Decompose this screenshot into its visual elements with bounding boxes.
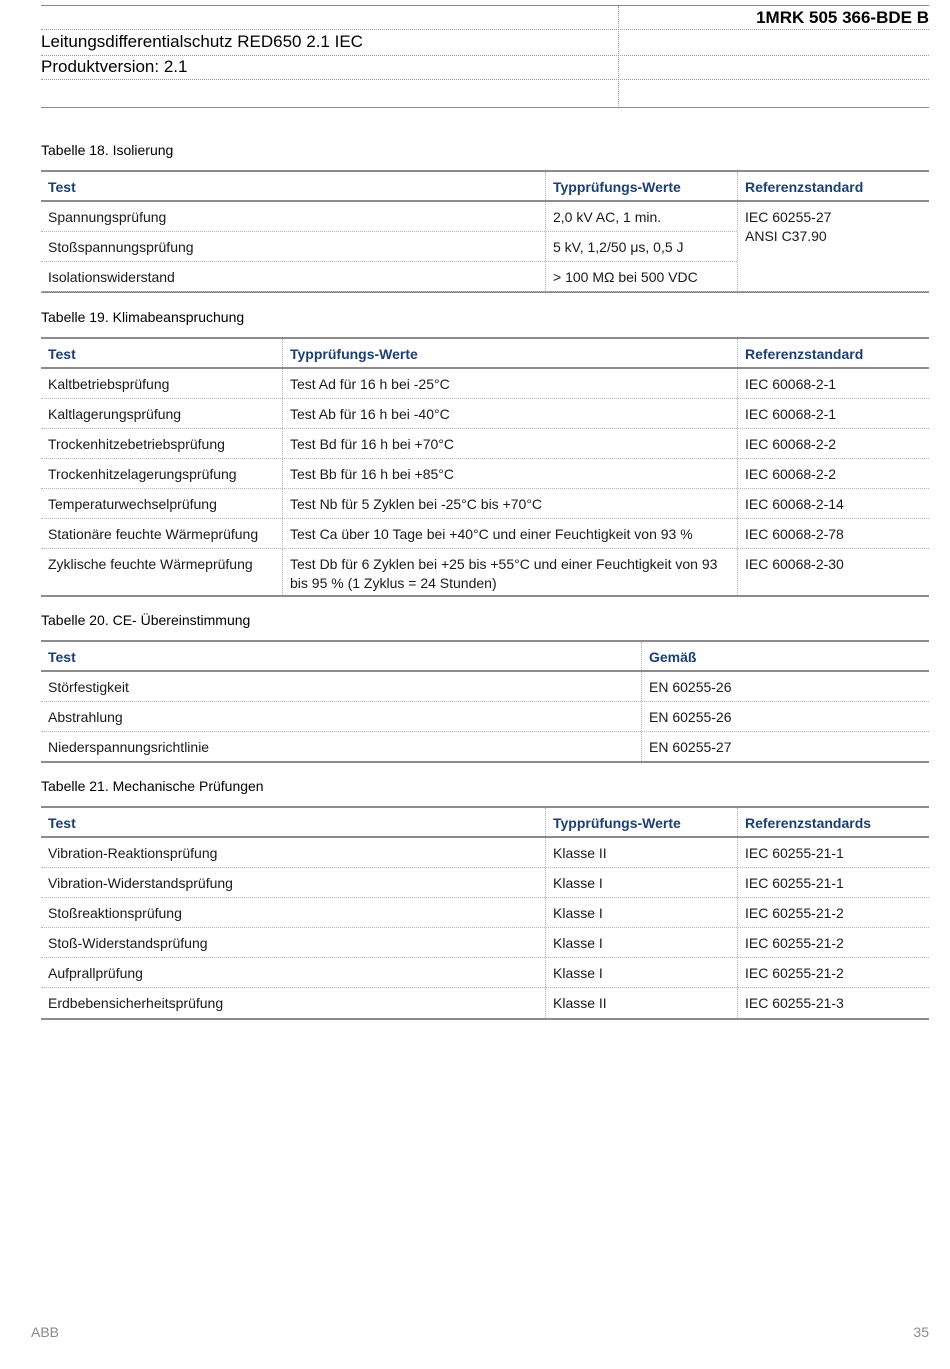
table-cell: Abstrahlung xyxy=(48,709,123,725)
table-cell: > 100 MΩ bei 500 VDC xyxy=(545,262,737,291)
table-row xyxy=(41,732,929,761)
table-isolierung xyxy=(41,170,929,293)
column-header: Gemäß xyxy=(641,642,929,670)
table-cell: IEC 60068-2-1 xyxy=(737,399,929,428)
table-caption: Tabelle 19. Klimabeanspruchung xyxy=(41,309,245,325)
table-cell: IEC 60255-21-1 xyxy=(737,868,929,897)
table-cell: Temperaturwechselprüfung xyxy=(48,496,217,512)
table-cell: Stationäre feuchte Wärmeprüfung xyxy=(48,526,259,542)
table-cell: Zyklische feuchte Wärmeprüfung xyxy=(48,556,253,572)
table-cell: Test Ca über 10 Tage bei +40°C und einer Feuchtigkeit von 93 % xyxy=(282,519,737,548)
table-cell: Klasse II xyxy=(545,838,737,867)
table-klimabeanspruchung xyxy=(41,337,929,597)
table-cell: Vibration-Widerstandsprüfung xyxy=(48,875,233,891)
table-cell: Klasse I xyxy=(545,898,737,927)
column-header: Referenzstandard xyxy=(737,172,929,200)
table-cell: Vibration-Reaktionsprüfung xyxy=(48,845,218,861)
table-cell: IEC 60255-21-3 xyxy=(737,988,929,1018)
header-dotted-line xyxy=(41,29,929,30)
table-cell: Isolationswiderstand xyxy=(48,269,175,285)
table-cell: Test Bd für 16 h bei +70°C xyxy=(282,429,737,458)
table-header-row xyxy=(41,808,929,838)
table-cell: IEC 60068-2-2 xyxy=(737,459,929,488)
table-row xyxy=(41,399,929,429)
table-row xyxy=(41,838,929,868)
table-cell: Stoßreaktionsprüfung xyxy=(48,905,182,921)
table-cell: Aufprallprüfung xyxy=(48,965,143,981)
table-cell: Test Bb für 16 h bei +85°C xyxy=(282,459,737,488)
table-cell: Kaltbetriebsprüfung xyxy=(48,376,170,392)
column-header: Test xyxy=(48,346,76,362)
table-cell: EN 60255-26 xyxy=(641,672,929,701)
product-version: Produktversion: 2.1 xyxy=(41,57,188,76)
column-header: Typprüfungs-Werte xyxy=(545,172,737,200)
table-cell: 2,0 kV AC, 1 min. xyxy=(545,202,737,231)
table-row xyxy=(41,868,929,898)
column-header: Typprüfungs-Werte xyxy=(282,339,737,367)
table-cell: EN 60255-27 xyxy=(641,732,929,761)
table-row xyxy=(41,429,929,459)
merged-reference-cell xyxy=(737,202,929,291)
table-cell: Test Ad für 16 h bei -25°C xyxy=(282,369,737,398)
column-header: Referenzstandards xyxy=(737,808,929,836)
table-row xyxy=(41,489,929,519)
table-body xyxy=(41,202,929,291)
table-ce-uebereinstimmung xyxy=(41,640,929,763)
table-row xyxy=(41,702,929,732)
table-cell: Klasse I xyxy=(545,958,737,987)
table-cell: Klasse I xyxy=(545,868,737,897)
column-header: Referenzstandard xyxy=(737,339,929,367)
table-cell: Klasse II xyxy=(545,988,737,1018)
table-cell: Klasse I xyxy=(545,928,737,957)
table-cell: IEC 60068-2-14 xyxy=(737,489,929,518)
table-cell: IEC 60068-2-78 xyxy=(737,519,929,548)
header-divider xyxy=(618,6,619,106)
table-header-row xyxy=(41,339,929,369)
table-cell: IEC 60255-21-1 xyxy=(737,838,929,867)
table-mechanische-pruefungen xyxy=(41,806,929,1020)
reference-line: IEC 60255-27 xyxy=(745,209,832,225)
table-row xyxy=(41,549,929,595)
page-number: 35 xyxy=(913,1324,929,1340)
column-header: Test xyxy=(48,815,76,831)
table-row xyxy=(41,928,929,958)
table-cell: IEC 60068-2-1 xyxy=(737,369,929,398)
table-row xyxy=(41,898,929,928)
table-cell: Erdbebensicherheitsprüfung xyxy=(48,995,224,1011)
table-cell: IEC 60068-2-2 xyxy=(737,429,929,458)
document-title: Leitungsdifferentialschutz RED650 2.1 IEC xyxy=(41,32,363,51)
header-dotted-line xyxy=(41,79,929,80)
table-row xyxy=(41,672,929,702)
table-row xyxy=(41,958,929,988)
table-cell: Test Ab für 16 h bei -40°C xyxy=(282,399,737,428)
header-dotted-line xyxy=(41,55,929,56)
table-cell: Niederspannungsrichtlinie xyxy=(48,739,210,755)
table-header-row xyxy=(41,172,929,202)
footer-brand: ABB xyxy=(31,1324,60,1340)
table-caption: Tabelle 20. CE- Übereinstimmung xyxy=(41,612,251,628)
table-row xyxy=(41,369,929,399)
table-header-row xyxy=(41,642,929,672)
table-cell: Störfestigkeit xyxy=(48,679,129,695)
table-cell: EN 60255-26 xyxy=(641,702,929,731)
table-cell: Kaltlagerungsprüfung xyxy=(48,406,182,422)
table-caption: Tabelle 18. Isolierung xyxy=(41,142,174,158)
document-number: 1MRK 505 366-BDE B xyxy=(756,8,929,27)
table-cell: Spannungsprüfung xyxy=(48,209,167,225)
table-cell: Stoß-Widerstandsprüfung xyxy=(48,935,208,951)
table-cell: IEC 60255-21-2 xyxy=(737,898,929,927)
table-cell: IEC 60068-2-30 xyxy=(737,549,929,595)
reference-line: ANSI C37.90 xyxy=(745,228,827,244)
column-header: Test xyxy=(48,179,76,195)
table-cell: Test Db für 6 Zyklen bei +25 bis +55°C und einer Feuchtigkeit von 93 bis 95 % (1 Zyklus = 24 Stunden) xyxy=(282,549,737,595)
table-cell: Stoßspannungsprüfung xyxy=(48,239,194,255)
table-cell: Trockenhitzebetriebsprüfung xyxy=(48,436,225,452)
table-cell: 5 kV, 1,2/50 μs, 0,5 J xyxy=(545,232,737,261)
table-cell: IEC 60255-21-2 xyxy=(737,928,929,957)
table-row xyxy=(41,988,929,1018)
table-row xyxy=(41,459,929,489)
column-header: Typprüfungs-Werte xyxy=(545,808,737,836)
table-cell: Trockenhitzelagerungsprüfung xyxy=(48,466,237,482)
page-header xyxy=(41,5,929,108)
table-cell: IEC 60255-21-2 xyxy=(737,958,929,987)
table-row xyxy=(41,519,929,549)
table-caption: Tabelle 21. Mechanische Prüfungen xyxy=(41,778,264,794)
table-cell: Test Nb für 5 Zyklen bei -25°C bis +70°C xyxy=(282,489,737,518)
column-header: Test xyxy=(48,649,76,665)
